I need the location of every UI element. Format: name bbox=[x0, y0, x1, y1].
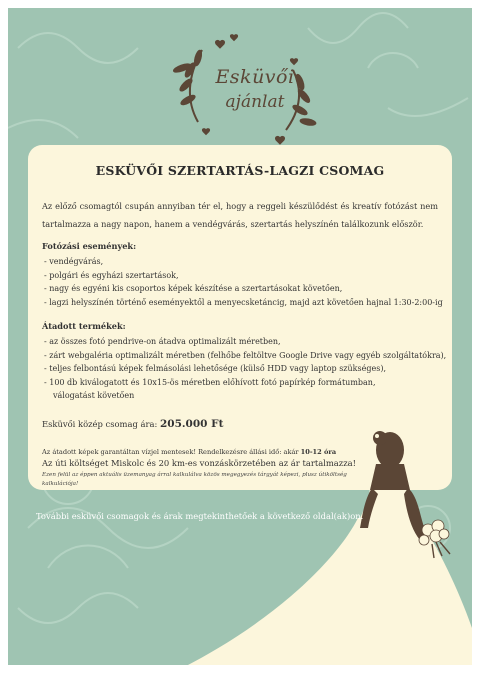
products-heading: Átadott termékek: bbox=[42, 321, 126, 331]
logo-title-line1: Esküvői bbox=[215, 66, 295, 88]
bouquet bbox=[419, 520, 449, 545]
events-heading: Fotózási események: bbox=[42, 241, 137, 251]
price-label: Esküvői közép csomag ára: bbox=[42, 419, 158, 429]
list-item: - 100 db kiválogatott és 10x15-ös méretben előhívott fotó papírkép formátumban, bbox=[44, 377, 376, 387]
package-title: ESKÜVŐI SZERTARTÁS-LAGZI CSOMAG bbox=[95, 163, 385, 178]
list-item: - teljes felbontású képek felmásolási lehetősége (külső HDD vagy laptop szükséges), bbox=[44, 364, 386, 374]
heart-icon bbox=[215, 41, 224, 48]
laurel-branch-icon bbox=[173, 49, 203, 122]
heart-icon bbox=[202, 129, 209, 135]
list-item: - zárt webgaléria optimalizált méretben (felhőbe feltöltve Google Drive vagy egyéb szolgáltatókra), bbox=[44, 350, 447, 360]
travel-cost-note: Az úti költséget Miskolc és 20 km-es vonzáskörzetében az ár tartalmazza! bbox=[42, 458, 356, 468]
heart-icon bbox=[290, 59, 297, 65]
list-item: válogatást követően bbox=[53, 391, 135, 401]
availability-hours: 10-12 óra bbox=[300, 448, 337, 456]
heart-icon bbox=[275, 137, 284, 144]
list-item: - vendégvárás, bbox=[44, 257, 104, 266]
package-intro: Az előző csomagtól csupán annyiban tér el, hogy a reggeli készülődést és kreatív fotózást nem tartalmazza a nagy napon, hanem a vendégvárás, szertartás helyszínén találkozunk először. bbox=[42, 201, 438, 229]
events-list bbox=[44, 255, 443, 309]
list-item: - lagzi helyszínén történő eseményektől a menyecsketáncig, majd azt követően hajnal 1:30-2:00-ig bbox=[44, 297, 443, 307]
logo-title-line2: ajánlat bbox=[225, 92, 285, 112]
list-item: - polgári és egyházi szertartások, bbox=[44, 270, 179, 280]
products-list bbox=[44, 335, 446, 403]
more-packages-link[interactable]: További esküvői csomagok és árak megtekinthetőek a következő oldal(ak)on. bbox=[36, 511, 364, 521]
bride-silhouette bbox=[158, 428, 472, 665]
watermark-note-text: Az átadott képek garantáltan vízjel mentesek! Rendelkezésre állási idő: akár bbox=[42, 448, 299, 456]
list-item: - az összes fotó pendrive-on átadva optimalizált méretben, bbox=[44, 337, 281, 346]
fuel-cost-note: Ezen felül az éppen aktuális üzemanyag árral kalkulálva közös megegyezés tárgyát képezi, plusz útiköltség kalkulációja! bbox=[42, 472, 347, 487]
logo bbox=[158, 30, 328, 148]
list-item: - nagy és egyéni kis csoportos képek készítése a szertartásokat követően, bbox=[44, 284, 343, 294]
heart-icon bbox=[230, 35, 237, 41]
brochure-page bbox=[8, 8, 472, 665]
price-value: 205.000 Ft bbox=[159, 418, 224, 430]
